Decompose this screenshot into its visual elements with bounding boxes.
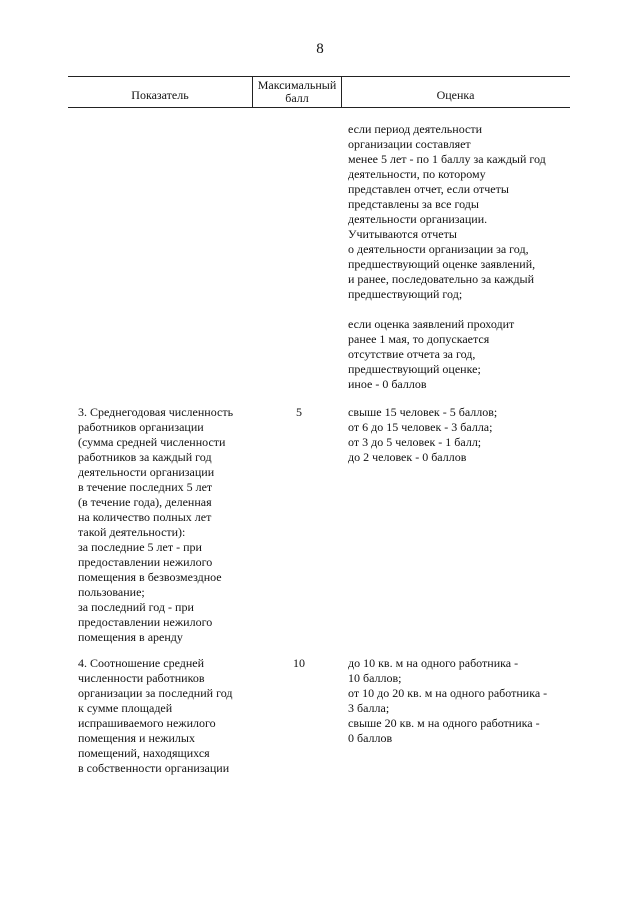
text-line: ранее 1 мая, то допускается [348, 332, 490, 346]
text-line: деятельности организации. [348, 212, 488, 226]
text-line: работников за каждый год [78, 450, 212, 464]
text-line: и ранее, последовательно за каждый [348, 272, 535, 286]
text-line: в течение последних 5 лет [78, 480, 213, 494]
row-3-indicator [78, 405, 256, 645]
text-line: предшествующий оценке; [348, 362, 481, 376]
text-line: до 2 человек - 0 баллов [348, 450, 467, 464]
row-4-max-score: 10 [293, 656, 305, 670]
text-line: 10 баллов; [348, 671, 402, 685]
text-line: отсутствие отчета за год, [348, 347, 476, 361]
text-line: предшествующий год; [348, 287, 463, 301]
text-line: представлен отчет, если отчеты [348, 182, 509, 196]
row-3-assessment [348, 405, 568, 465]
text-line: свыше 20 кв. м на одного работника - [348, 716, 540, 730]
row-3-max-score: 5 [296, 405, 302, 419]
text-line: если оценка заявлений проходит [348, 317, 515, 331]
header-indicator-label: Показатель [131, 87, 189, 102]
header-max-score-line: Максимальный [257, 78, 337, 92]
header-assessment-label: Оценка [436, 87, 475, 102]
row-4-assessment [348, 656, 568, 746]
text-line: в собственности организации [78, 761, 230, 775]
text-line: предоставлении нежилого [78, 615, 213, 629]
text-line: предоставлении нежилого [78, 555, 213, 569]
text-line: помещения в аренду [78, 630, 183, 644]
text-line: от 3 до 5 человек - 1 балл; [348, 435, 482, 449]
text-line: предшествующий оценке заявлений, [348, 257, 536, 271]
text-line: на количество полных лет [78, 510, 212, 524]
text-line: деятельности организации [78, 465, 215, 479]
text-line: свыше 15 человек - 5 баллов; [348, 405, 498, 419]
text-line: Учитываются отчеты [348, 227, 457, 241]
table-header [68, 76, 570, 108]
text-line: организации составляет [348, 137, 471, 151]
text-line: испрашиваемого нежилого [78, 716, 216, 730]
header-indicator [68, 77, 252, 107]
header-max-score [252, 77, 342, 107]
text-line: если период деятельности [348, 122, 482, 136]
text-line: о деятельности организации за год, [348, 242, 529, 256]
text-line: 0 баллов [348, 731, 393, 745]
text-line: менее 5 лет - по 1 баллу за каждый год [348, 152, 546, 166]
text-line: за последний год - при [78, 600, 194, 614]
header-assessment [341, 77, 570, 107]
header-max-score-line: балл [285, 91, 309, 105]
text-line: от 6 до 15 человек - 3 балла; [348, 420, 493, 434]
text-line: помещений, находящихся [78, 746, 210, 760]
text-line: 3. Среднегодовая численность [78, 405, 234, 419]
text-line: до 10 кв. м на одного работника - [348, 656, 519, 670]
text-line: работников организации [78, 420, 204, 434]
text-line: помещения в безвозмездное [78, 570, 222, 584]
text-line: организации за последний год [78, 686, 233, 700]
text-line: пользование; [78, 585, 145, 599]
text-line: 3 балла; [348, 701, 390, 715]
text-line: такой деятельности): [78, 525, 186, 539]
continuation-assessment-paragraph-2 [348, 317, 568, 392]
continuation-assessment-paragraph-1 [348, 122, 568, 302]
row-4-indicator [78, 656, 256, 776]
text-line: за последние 5 лет - при [78, 540, 202, 554]
text-line: 4. Соотношение средней [78, 656, 205, 670]
text-line: к сумме площадей [78, 701, 173, 715]
text-line: представлены за все годы [348, 197, 479, 211]
text-line: численности работников [78, 671, 205, 685]
text-line: иное - 0 баллов [348, 377, 427, 391]
text-line: помещения и нежилых [78, 731, 195, 745]
text-line: от 10 до 20 кв. м на одного работника - [348, 686, 548, 700]
text-line: (в течение года), деленная [78, 495, 212, 509]
text-line: деятельности, по которому [348, 167, 486, 181]
page-number: 8 [316, 41, 324, 57]
text-line: (сумма средней численности [78, 435, 226, 449]
